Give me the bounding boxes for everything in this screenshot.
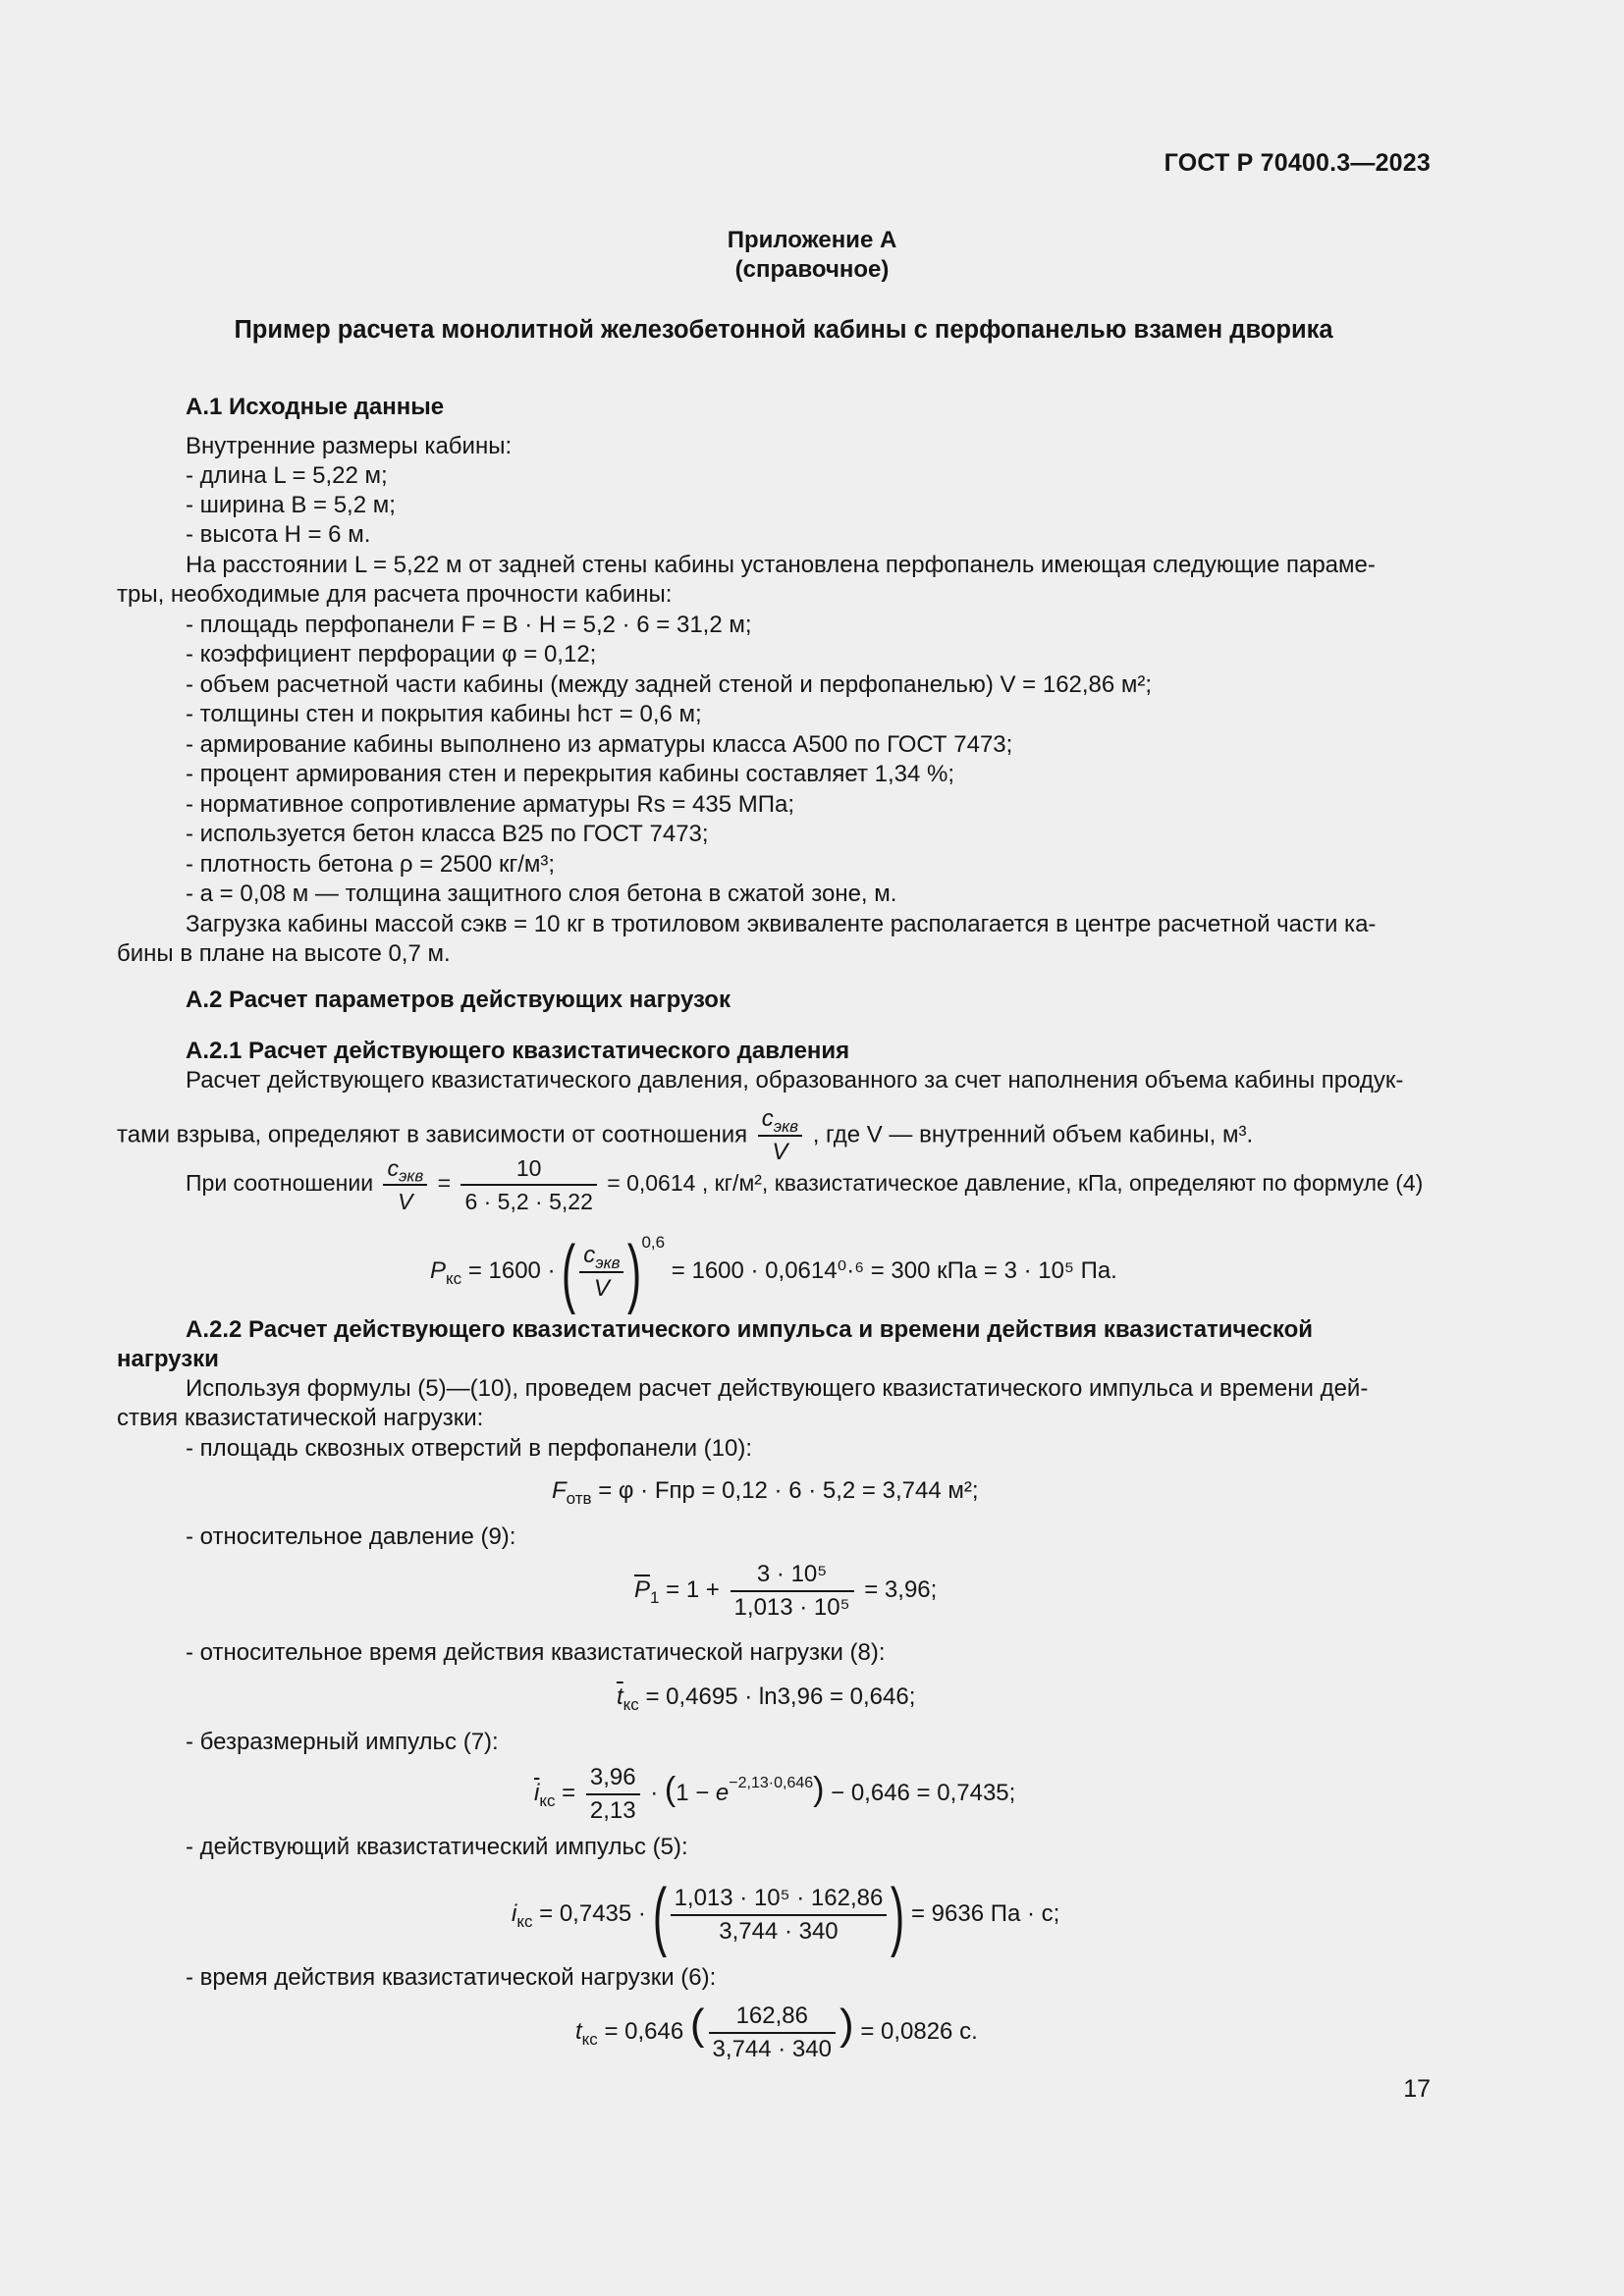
- step-dimensionless-impulse: - безразмерный импульс (7):: [186, 1729, 499, 1755]
- equation-pks: $P_{кс} = 1600$ · ( $\frac{c_{экв}}{V}$ )$^{0,6}$ = 1600 · 0,0614⁰·⁶ = 300 кПа = 3 · 10⁵ Па.: [430, 1228, 1117, 1315]
- equation-fotv: $F_{отв} = \varphi$ · Fпр = 0,12 · 6 · 5,2 = 3,744 м²;: [552, 1477, 979, 1508]
- step-relative-time: - относительное время действия квазистатической нагрузки (8):: [186, 1639, 886, 1666]
- equation-pks-result: = 1600 · 0,0614⁰·⁶ = 300 кПа = 3 · 10⁵ Па.: [671, 1257, 1117, 1284]
- a1-para2-line1: Загрузка кабины массой cэкв = 10 кг в тротиловом эквиваленте располагается в центре расчетной части ка-: [186, 911, 1377, 937]
- step-action-time: - время действия квазистатической нагрузки (6):: [186, 1964, 717, 1991]
- dim-length: - длина L = 5,22 м;: [186, 462, 388, 489]
- dim-height: - высота H = 6 м.: [186, 521, 371, 548]
- appendix-type: (справочное): [734, 256, 890, 283]
- a1-intro: Внутренние размеры кабины:: [186, 433, 513, 459]
- step-relative-pressure: - относительное давление (9):: [186, 1523, 516, 1550]
- param-reinforcement: - армирование кабины выполнено из арматуры класса А500 по ГОСТ 7473;: [186, 731, 1013, 758]
- a1-para1-line1: На расстоянии L = 5,22 м от задней стены кабины установлена перфопанель имеющая следующие параме-: [186, 552, 1376, 578]
- section-a21-heading: А.2.1 Расчет действующего квазистатического давления: [186, 1038, 850, 1064]
- a21-line1: Расчет действующего квазистатического давления, образованного за счет наполнения объема кабины продук-: [186, 1067, 1404, 1094]
- param-volume: - объем расчетной части кабины (между задней стеной и перфопанелью) V = 162,86 м²;: [186, 671, 1153, 698]
- step-hole-area: - площадь сквозных отверстий в перфопанели (10):: [186, 1435, 753, 1462]
- param-cover: - a = 0,08 м — толщина защитного слоя бетона в сжатой зоне, м.: [186, 881, 897, 907]
- a21-line2-tail: , где V — внутренний объем кабины, м³.: [812, 1121, 1254, 1148]
- page-title: Пример расчета монолитной железобетонной кабины с перфопанелью взамен дворика: [234, 316, 1333, 344]
- section-a22-heading-line2: нагрузки: [117, 1346, 219, 1372]
- a22-line2: ствия квазистатической нагрузки:: [117, 1405, 484, 1431]
- page-number: 17: [1403, 2075, 1431, 2103]
- step-quasistatic-impulse: - действующий квазистатический импульс (5):: [186, 1834, 688, 1860]
- a21-line3: При соотношении $\frac{c_{экв}}{V}$ = $\frac{10}{6 \cdot 5,2 \cdot 5,22}$ = 0,0614 , кг/м², квазистатическое давление, кПа, определяют по формуле (4): [186, 1155, 1424, 1214]
- param-concrete-class: - используется бетон класса В25 по ГОСТ 7473;: [186, 821, 709, 847]
- ratio-value-fraction: $\frac{10}{6 \cdot 5,2 \cdot 5,22}$: [460, 1154, 596, 1215]
- a21-line2-text: тами взрыва, определяют в зависимости от соотношения: [117, 1121, 748, 1148]
- param-area: - площадь перфопанели F = B · H = 5,2 · 6 = 31,2 м;: [186, 612, 752, 638]
- param-thickness: - толщины стен и покрытия кабины hст = 0,6 м;: [186, 701, 702, 727]
- equation-p1: $\overline{P}_1 = 1$ + $\frac{\text{3 · 10⁵}}{\text{1,013 · 10⁵}}$ = 3,96;: [634, 1560, 938, 1621]
- param-perforation: - коэффициент перфорации φ = 0,12;: [186, 641, 597, 667]
- section-a1-heading: А.1 Исходные данные: [186, 394, 445, 420]
- equation-iks-bar: $\overline{i}_{кс}$ = $\frac{3,96}{2,13}$ · $(1 - e^{-2,13\cdot 0,646}) - 0,646 = 0,7435$;: [534, 1763, 1016, 1824]
- param-density: - плотность бетона ρ = 2500 кг/м³;: [186, 851, 556, 878]
- equation-tks-bar: $\overline{t}_{кс} = 0,4695 \cdot \ln 3,96 = 0,646$;: [617, 1683, 916, 1714]
- param-reinforcement-percent: - процент армирования стен и перекрытия кабины составляет 1,34 %;: [186, 761, 954, 787]
- ratio-fraction: $\frac{c_{экв}}{V}$: [758, 1105, 802, 1166]
- dim-width: - ширина B = 5,2 м;: [186, 492, 396, 518]
- section-a22-heading-line1: А.2.2 Расчет действующего квазистатического импульса и времени действия квазистатической: [186, 1316, 1313, 1343]
- a1-para1-line2: тры, необходимые для расчета прочности кабины:: [117, 581, 673, 608]
- a22-line1: Используя формулы (5)—(10), проведем расчет действующего квазистатического импульса и времени дей-: [186, 1375, 1369, 1402]
- section-a2-heading: А.2 Расчет параметров действующих нагрузок: [186, 987, 731, 1013]
- a21-line3-tail: = 0,0614 , кг/м², квазистатическое давление, кПа, определяют по формуле (4): [607, 1170, 1424, 1197]
- equation-tks: $t_{кс} = 0,646$ ( $\frac{162,86}{3,744 \cdot 340}$ ) = 0,0826 с.: [575, 2001, 978, 2062]
- standard-header: ГОСТ Р 70400.3—2023: [1164, 149, 1431, 177]
- equation-iks: $i_{кс} = 0,7435$ · ( $\frac{\text{1,013 · 10⁵ · 162,86}}{3,744 \cdot 340}$ ) = 9636 Па · с;: [512, 1871, 1060, 1958]
- appendix-heading: [0, 226, 1624, 285]
- a1-para2-line2: бины в плане на высоте 0,7 м.: [117, 940, 451, 967]
- ratio-fraction-2: $\frac{c_{экв}}{V}$: [383, 1154, 427, 1215]
- appendix-label: Приложение А: [727, 227, 897, 253]
- param-resistance: - нормативное сопротивление арматуры Rs = 435 МПа;: [186, 791, 795, 818]
- a21-line3-text: При соотношении: [186, 1170, 374, 1197]
